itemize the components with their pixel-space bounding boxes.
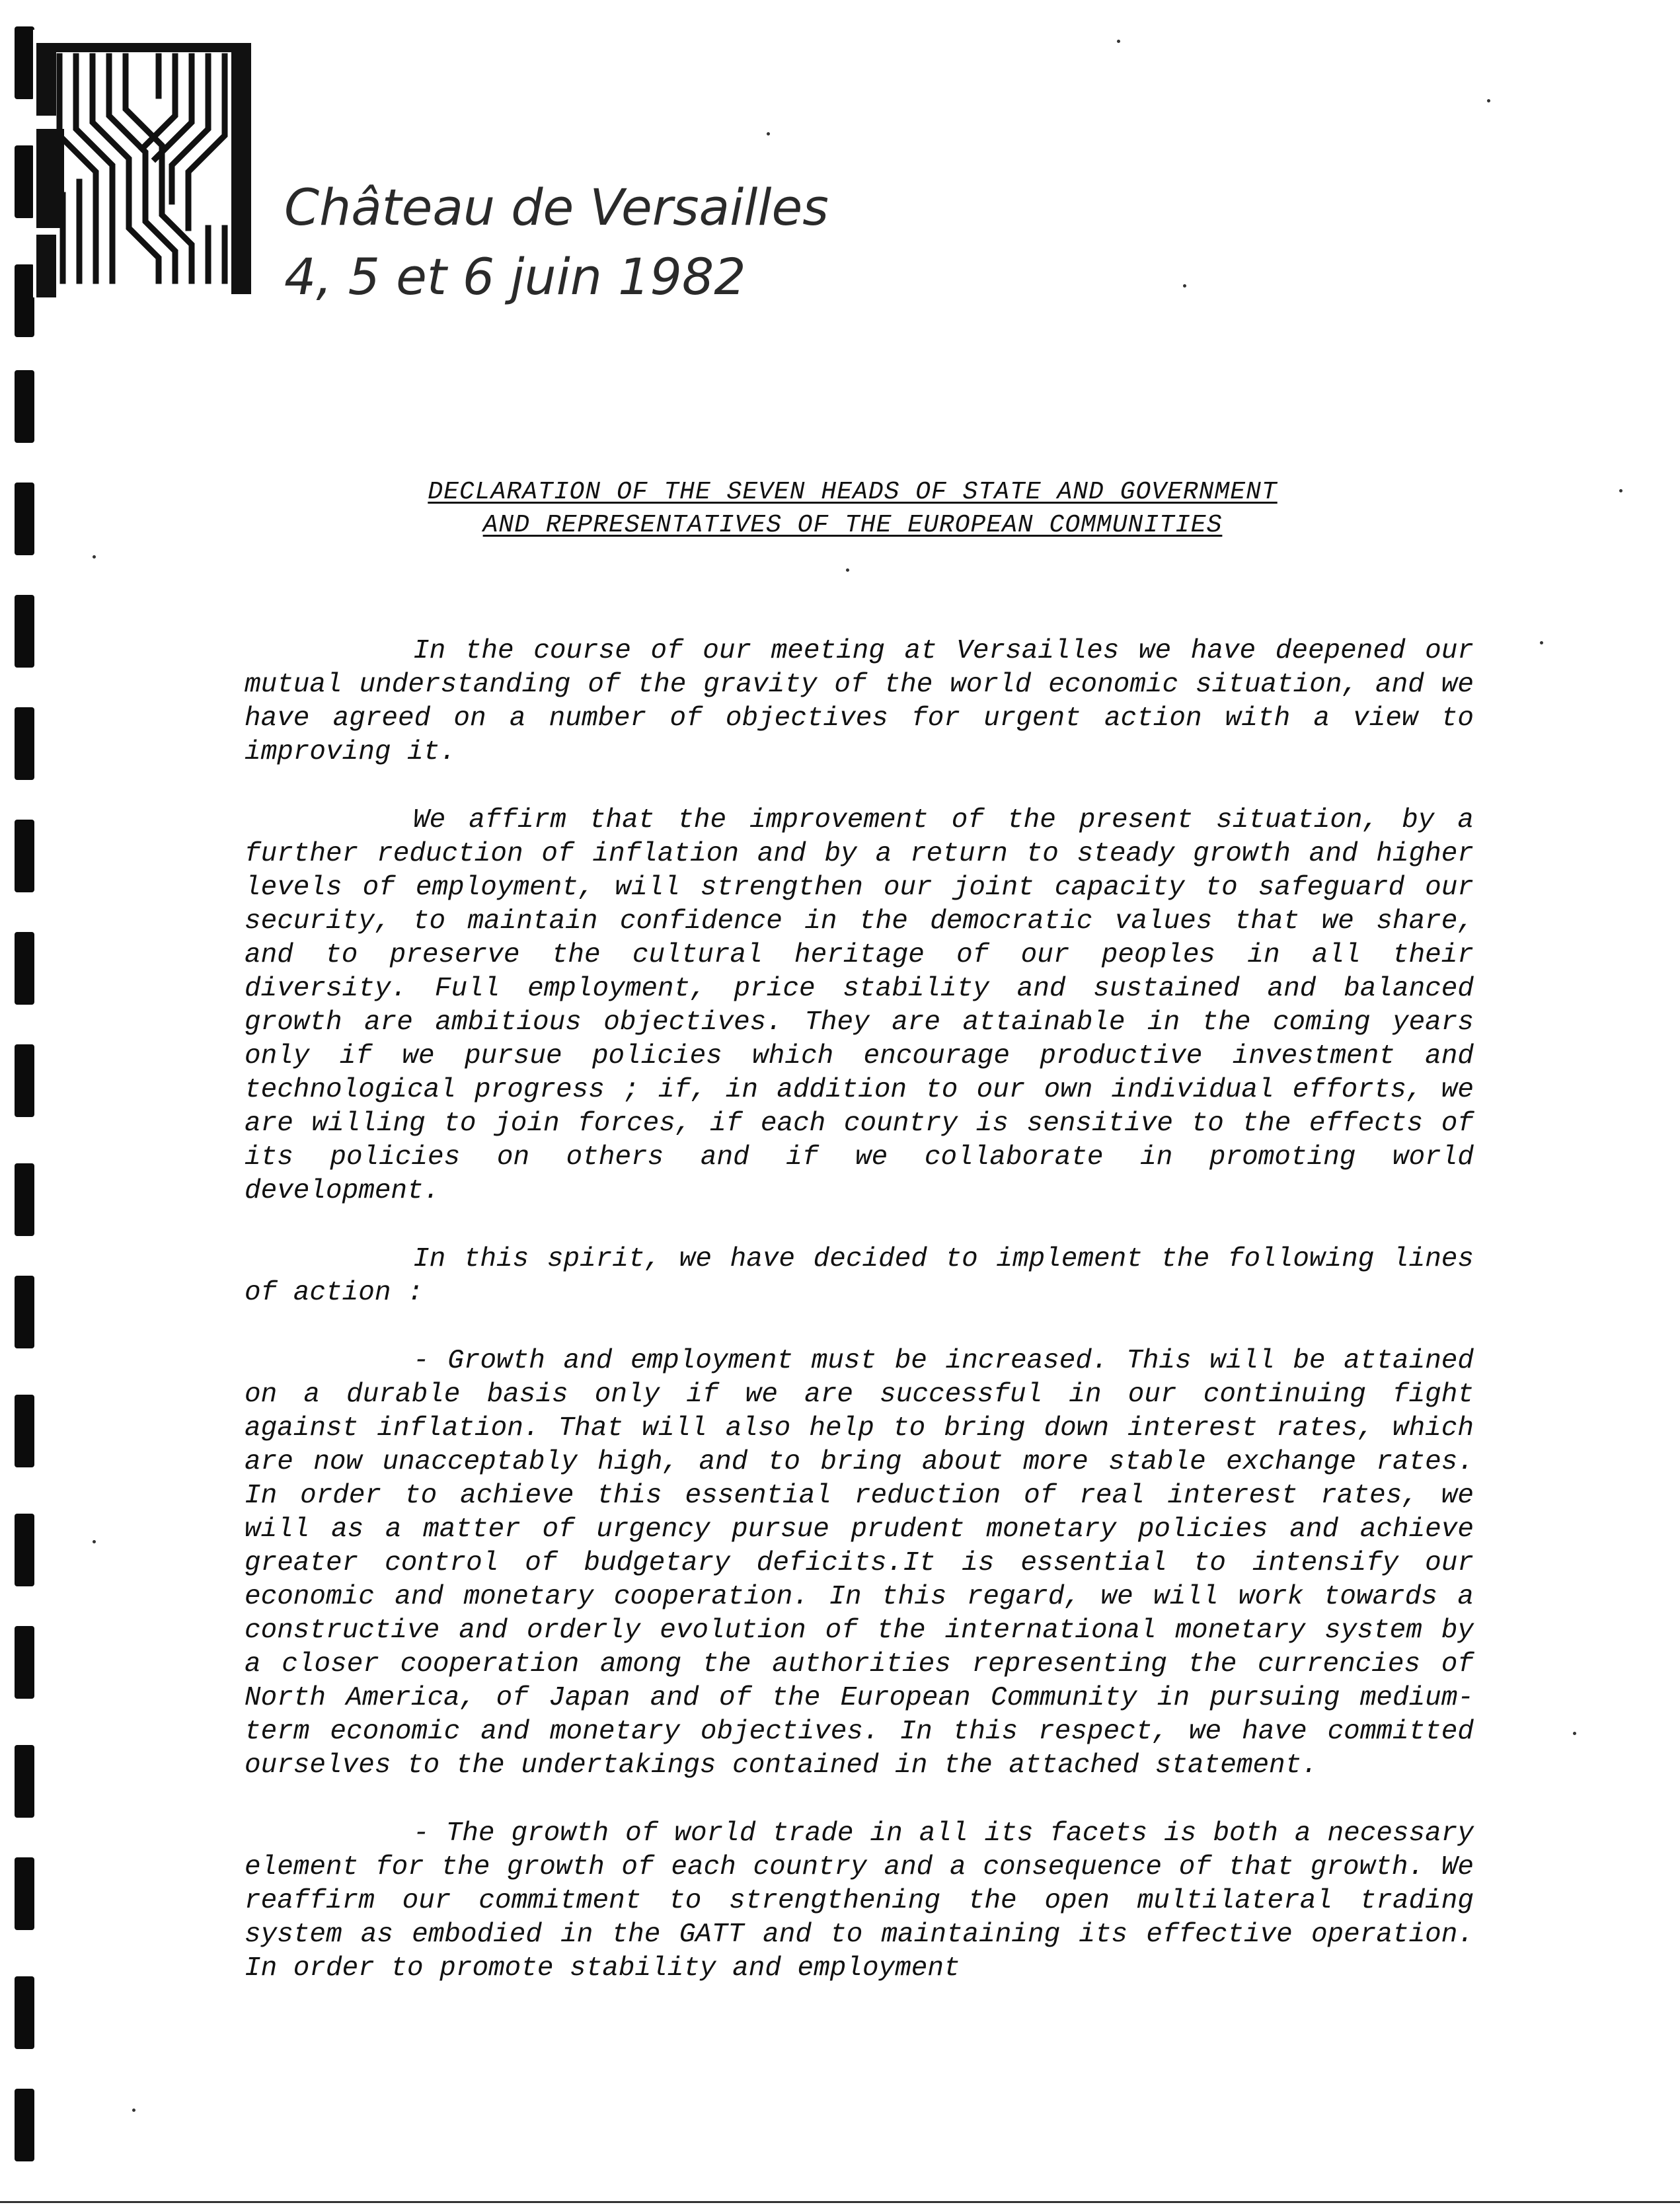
paragraph: We affirm that the improvement of the present situation, by a further reduction of inflation and by a return to steady growth and higher levels of employment, will strengthen our joint capacity to safeguard our security, to maintain confidence in the democratic values that we share, and to preserve the cultural heritage of our peoples in all their diversity. Full employment, price stability and sustained and balanced growth are ambitious objectives. They are attainable in the coming years only if we pursue policies which encourage productive investment and technological progress ; if, in addition to our own individual efforts, we are willing to join forces, if each country is sensitive to the effects of its policies on others and if we collaborate in promoting world development. <box>245 805 1474 1206</box>
binder-mark <box>15 707 34 780</box>
binder-mark <box>15 26 34 99</box>
declaration-heading <box>357 476 1348 542</box>
paragraph: In this spirit, we have decided to implement the following lines of action : <box>245 1244 1474 1308</box>
binder-mark <box>15 264 34 337</box>
binder-hole-marks <box>15 0 41 2209</box>
binder-mark <box>15 1745 34 1818</box>
binder-mark <box>15 595 34 668</box>
binder-mark <box>15 932 34 1005</box>
paragraph: - The growth of world trade in all its facets is both a necessary element for the growth of each country and a consequence of that growth. We reaffirm our commitment to strengthening the open multilateral trading system as embodied in the GATT and to maintaining its effective operation. In order to promote stability and employment <box>245 1818 1474 1984</box>
scan-edge-line <box>0 2201 1680 2203</box>
letterhead-venue: Château de Versailles <box>284 178 829 237</box>
heading-line-1: DECLARATION OF THE SEVEN HEADS OF STATE AND GOVERNMENT <box>428 478 1278 506</box>
binder-mark <box>15 1395 34 1467</box>
binder-mark <box>15 1163 34 1236</box>
scan-speck <box>1487 99 1490 102</box>
binder-mark <box>15 1276 34 1348</box>
binder-mark <box>15 1514 34 1586</box>
scan-speck <box>1573 1732 1576 1735</box>
scan-speck <box>93 555 96 559</box>
scan-speck <box>1183 284 1186 288</box>
binder-mark <box>15 1976 34 2049</box>
scan-speck <box>767 132 770 136</box>
binder-mark <box>15 1044 34 1117</box>
scan-speck <box>846 568 849 572</box>
binder-mark <box>15 145 34 218</box>
scan-speck <box>1540 641 1543 644</box>
versailles-summit-logo-icon <box>33 30 254 297</box>
scan-speck <box>1117 40 1120 43</box>
binder-mark <box>15 1857 34 1930</box>
scan-speck <box>1619 489 1623 492</box>
declaration-body <box>245 635 1474 2020</box>
paragraph: In the course of our meeting at Versailles we have deepened our mutual understanding of the gravity of the world economic situation, and we have agreed on a number of objectives for urgent action with a view to improving it. <box>245 636 1474 767</box>
scan-speck <box>132 2109 135 2112</box>
paragraph: - Growth and employment must be increased. This will be attained on a durable basis only if we are successful in our continuing fight against inflation. That will also help to bring down interest rates, which are now unacceptably high, and to bring about more stable exchange rates. In order to achieve this essential reduction of real interest rates, we will as a matter of urgency pursue prudent monetary policies and achieve greater control of budgetary deficits.It is essential to intensify our economic and monetary cooperation. In this regard, we will work towards a constructive and orderly evolution of the international monetary system by a closer cooperation among the authorities representing the currencies of North America, of Japan and of the European Community in pursuing medium-term economic and monetary objectives. In this respect, we have committed ourselves to the undertakings contained in the attached statement. <box>245 1346 1474 1781</box>
binder-mark <box>15 1626 34 1699</box>
heading-line-2: AND REPRESENTATIVES OF THE EUROPEAN COMMUNITIES <box>482 511 1223 539</box>
binder-mark <box>15 483 34 555</box>
scan-speck <box>93 1540 96 1543</box>
binder-mark <box>15 370 34 443</box>
binder-mark <box>15 820 34 892</box>
binder-mark <box>15 2089 34 2161</box>
letterhead-date: 4, 5 et 6 juin 1982 <box>284 247 746 306</box>
